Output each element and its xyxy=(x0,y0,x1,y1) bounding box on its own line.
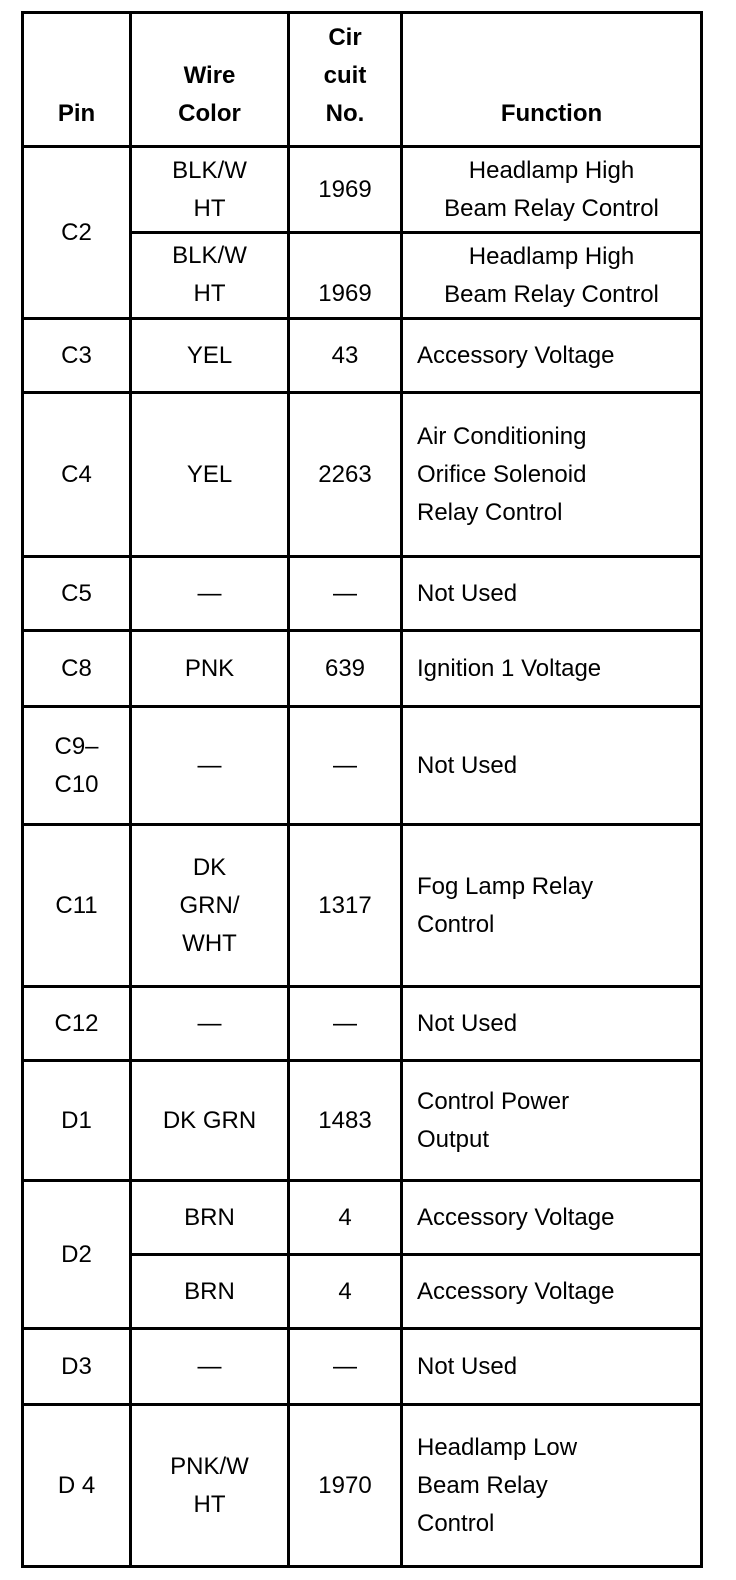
pin-cell: C4 xyxy=(23,393,131,557)
table-row xyxy=(23,1181,702,1255)
wire-color-cell: YEL xyxy=(131,319,289,393)
function-cell: Headlamp High Beam Relay Control xyxy=(402,233,702,319)
function-cell: Not Used xyxy=(402,987,702,1061)
pin-cell: C2 xyxy=(23,147,131,319)
circuit-cell: 1969 xyxy=(289,233,402,319)
wire-color-cell: — xyxy=(131,557,289,631)
circuit-cell: 1969 xyxy=(289,147,402,233)
function-cell: Fog Lamp Relay Control xyxy=(402,825,702,987)
wire-color-cell: PNK/W HT xyxy=(131,1405,289,1567)
circuit-cell: 1317 xyxy=(289,825,402,987)
wire-color-cell: — xyxy=(131,987,289,1061)
table-row xyxy=(23,631,702,707)
pin-cell: D2 xyxy=(23,1181,131,1329)
circuit-cell: 4 xyxy=(289,1255,402,1329)
circuit-cell: — xyxy=(289,987,402,1061)
table-row xyxy=(23,987,702,1061)
header-circuit-no: Cir cuit No. xyxy=(289,13,402,147)
circuit-cell: 1970 xyxy=(289,1405,402,1567)
table-row xyxy=(23,393,702,557)
pin-cell: C8 xyxy=(23,631,131,707)
wire-color-cell: BRN xyxy=(131,1181,289,1255)
wire-color-cell: PNK xyxy=(131,631,289,707)
table-row xyxy=(23,1061,702,1181)
function-cell: Control Power Output xyxy=(402,1061,702,1181)
table-row xyxy=(23,825,702,987)
function-cell: Accessory Voltage xyxy=(402,319,702,393)
pin-cell: C5 xyxy=(23,557,131,631)
circuit-cell: 639 xyxy=(289,631,402,707)
wire-color-cell: — xyxy=(131,707,289,825)
table-row xyxy=(23,319,702,393)
pin-cell: C11 xyxy=(23,825,131,987)
wire-color-cell: YEL xyxy=(131,393,289,557)
circuit-cell: 4 xyxy=(289,1181,402,1255)
pin-cell: C12 xyxy=(23,987,131,1061)
table-row xyxy=(23,1329,702,1405)
function-cell: Headlamp High Beam Relay Control xyxy=(402,147,702,233)
function-cell: Accessory Voltage xyxy=(402,1181,702,1255)
circuit-cell: 1483 xyxy=(289,1061,402,1181)
function-cell: Not Used xyxy=(402,1329,702,1405)
wire-color-cell: DK GRN/ WHT xyxy=(131,825,289,987)
function-cell: Not Used xyxy=(402,557,702,631)
pin-cell: C3 xyxy=(23,319,131,393)
pin-cell: D3 xyxy=(23,1329,131,1405)
wire-color-cell: DK GRN xyxy=(131,1061,289,1181)
connector-pin-table xyxy=(21,11,703,1568)
circuit-cell: 43 xyxy=(289,319,402,393)
wire-color-cell: — xyxy=(131,1329,289,1405)
header-pin: Pin xyxy=(23,13,131,147)
table-row xyxy=(23,557,702,631)
pin-cell: C9– C10 xyxy=(23,707,131,825)
table-row xyxy=(23,707,702,825)
circuit-cell: — xyxy=(289,1329,402,1405)
wire-color-cell: BLK/W HT xyxy=(131,233,289,319)
function-cell: Accessory Voltage xyxy=(402,1255,702,1329)
function-cell: Headlamp Low Beam Relay Control xyxy=(402,1405,702,1567)
header-wire-color: Wire Color xyxy=(131,13,289,147)
function-cell: Ignition 1 Voltage xyxy=(402,631,702,707)
wire-color-cell: BLK/W HT xyxy=(131,147,289,233)
circuit-cell: 2263 xyxy=(289,393,402,557)
header-function: Function xyxy=(402,13,702,147)
header-row xyxy=(23,13,702,147)
table-row xyxy=(23,1405,702,1567)
function-cell: Not Used xyxy=(402,707,702,825)
wire-color-cell: BRN xyxy=(131,1255,289,1329)
circuit-cell: — xyxy=(289,707,402,825)
table-row xyxy=(23,147,702,233)
pin-cell: D 4 xyxy=(23,1405,131,1567)
pin-cell: D1 xyxy=(23,1061,131,1181)
circuit-cell: — xyxy=(289,557,402,631)
function-cell: Air Conditioning Orifice Solenoid Relay Control xyxy=(402,393,702,557)
